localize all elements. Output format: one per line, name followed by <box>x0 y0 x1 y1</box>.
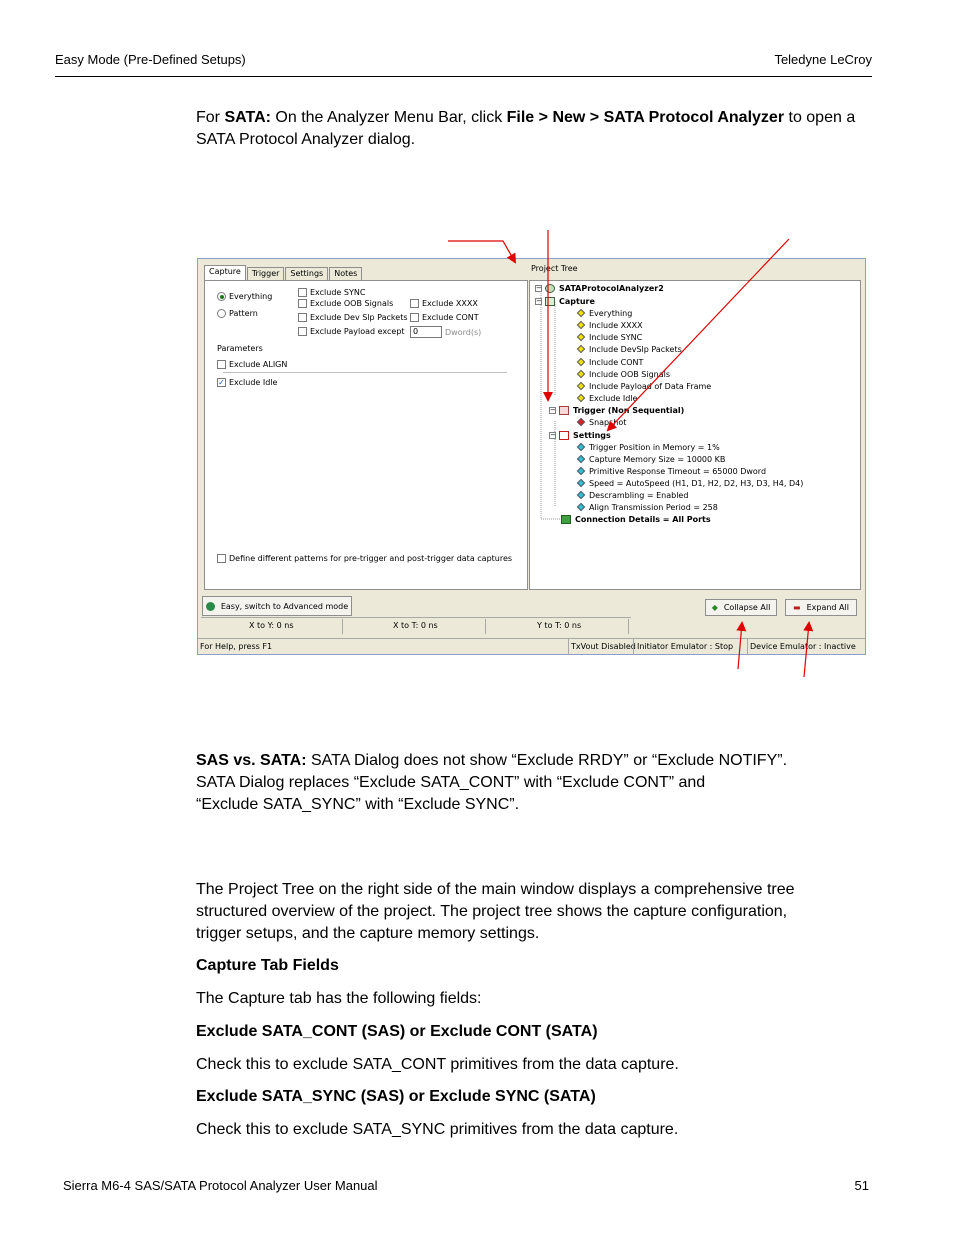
field1-description: Check this to exclude SATA_CONT primitives from the data capture. <box>196 1056 679 1073</box>
tree-item-label: Descrambling = Enabled <box>589 490 689 500</box>
intro-line2: SATA Protocol Analyzer dialog. <box>196 131 416 148</box>
checkbox-label: Define different patterns for pre-trigger and post-trigger data captures <box>229 554 513 563</box>
sas-vs-sata-label: SAS vs. SATA: <box>196 752 307 769</box>
status-help: For Help, press F1 <box>200 642 273 651</box>
intro-prefix: For <box>196 109 225 126</box>
tree-item-label: Speed = AutoSpeed (H1, D1, H2, D2, H3, D3, H4, D4) <box>589 478 804 488</box>
checkbox-label: Exclude OOB Signals <box>310 299 394 308</box>
field2-description: Check this to exclude SATA_SYNC primitives from the data capture. <box>196 1121 679 1138</box>
tree-item-label: Include XXXX <box>589 320 643 330</box>
tree-item-label: Capture Memory Size = 10000 KB <box>589 454 726 464</box>
running-header-right: Teledyne LeCroy <box>774 52 872 67</box>
project-tree-line1: The Project Tree on the right side of the main window displays a comprehensive tree <box>196 881 795 898</box>
tree-item-label: Everything <box>589 308 633 318</box>
checkbox-label: Exclude SYNC <box>310 288 366 297</box>
running-header-left: Easy Mode (Pre-Defined Setups) <box>55 52 246 67</box>
tree-item-label: Include OOB Signals <box>589 369 671 379</box>
tree-root-label: SATAProtocolAnalyzer2 <box>559 283 664 293</box>
status-initiator: Initiator Emulator : Stop <box>637 642 734 651</box>
tree-trigger-label: Trigger (Non Sequential) <box>573 405 685 415</box>
intro-menu-path: File > New > SATA Protocol Analyzer <box>506 109 785 126</box>
checkbox-label: Exclude ALIGN <box>229 360 288 369</box>
sas-note-line1: SATA Dialog does not show “Exclude RRDY” or “Exclude NOTIFY”. <box>306 752 788 769</box>
intro-mid: On the Analyzer Menu Bar, click <box>270 109 507 126</box>
expand-icon: ▬ <box>793 603 801 612</box>
collapse-all-label: Collapse All <box>723 603 771 612</box>
status-device: Device Emulator : Inactive <box>750 642 856 651</box>
arrow-expand-all <box>804 623 809 677</box>
tree-item-label: Align Transmission Period = 258 <box>589 502 718 512</box>
sas-vs-sata-note <box>196 750 876 816</box>
arrow-settings <box>608 239 789 430</box>
capture-tab-intro: The Capture tab has the following fields: <box>196 990 482 1007</box>
tree-item-label: Snapshot <box>589 417 627 427</box>
sas-note-line2: SATA Dialog replaces “Exclude SATA_CONT” with “Exclude CONT” and <box>196 774 706 791</box>
field1-heading: Exclude SATA_CONT (SAS) or Exclude CONT (SATA) <box>196 1023 598 1040</box>
tree-item-label: Exclude Idle <box>589 393 638 403</box>
collapse-toggle-icon[interactable]: − <box>550 430 556 439</box>
checkbox-label: Exclude Dev Slp Packets <box>310 313 408 322</box>
tab-settings[interactable]: Settings <box>285 267 328 281</box>
expand-all-label: Expand All <box>806 603 849 612</box>
tree-item-label: Trigger Position in Memory = 1% <box>589 442 720 452</box>
capture-tab-heading: Capture Tab Fields <box>196 957 339 974</box>
checkbox-label: Exclude Payload except <box>310 327 405 336</box>
parameters-group-label: Parameters <box>217 344 263 353</box>
tree-settings-label: Settings <box>573 430 611 440</box>
tree-item-label: Include Payload of Data Frame <box>589 381 712 391</box>
field2-heading: Exclude SATA_SYNC (SAS) or Exclude SYNC (SATA) <box>196 1088 596 1105</box>
ruler-y-to-t: Y to T: 0 ns <box>537 621 582 630</box>
arrow-collapse-all <box>738 623 742 669</box>
status-txvout: TxVout Disabled <box>571 642 636 651</box>
tree-item-label: Include CONT <box>589 357 644 367</box>
radio-pattern-label: Pattern <box>229 309 258 318</box>
ruler-x-to-t: X to T: 0 ns <box>393 621 438 630</box>
tree-item-label: Include SYNC <box>589 332 643 342</box>
checkmark-icon: ✓ <box>218 377 225 387</box>
checkbox-label: Exclude Idle <box>229 378 278 387</box>
tree-capture-label: Capture <box>559 296 595 306</box>
easy-mode-button-label: Easy, switch to Advanced mode <box>220 601 349 611</box>
payload-dword-input[interactable]: 0 <box>410 326 442 338</box>
project-tree-line3: trigger setups, and the capture memory settings. <box>196 925 540 942</box>
arrow-project-tree <box>448 241 515 262</box>
tab-trigger[interactable]: Trigger <box>247 267 285 281</box>
collapse-icon: ◆ <box>711 603 718 612</box>
tree-item-label: Include DevSlp Packets <box>589 344 682 354</box>
footer-title: Sierra M6-4 SAS/SATA Protocol Analyzer User Manual <box>63 1178 378 1193</box>
tree-item-label: Primitive Response Timeout = 65000 Dword <box>589 466 767 476</box>
checkbox-label: Exclude CONT <box>422 313 479 322</box>
checkbox-label: Exclude XXXX <box>422 299 478 308</box>
collapse-toggle-icon[interactable]: − <box>550 405 556 414</box>
intro-sata-label: SATA: <box>224 109 271 126</box>
collapse-toggle-icon[interactable]: − <box>536 283 542 292</box>
tree-connection-label: Connection Details = All Ports <box>575 514 711 524</box>
page-number: 51 <box>854 1178 869 1193</box>
project-tree-paragraph <box>196 879 876 945</box>
project-tree-label: Project Tree <box>531 264 578 273</box>
intro-suffix: to open a <box>784 109 856 126</box>
radio-everything-label: Everything <box>229 292 273 301</box>
ruler-x-to-y: X to Y: 0 ns <box>249 621 294 630</box>
sas-note-line3: “Exclude SATA_SYNC” with “Exclude SYNC”. <box>196 796 520 813</box>
tab-capture[interactable]: Capture <box>204 265 246 281</box>
collapse-toggle-icon[interactable]: − <box>536 296 542 305</box>
project-tree-line2: structured overview of the project. The project tree shows the capture configuration, <box>196 903 788 920</box>
tab-notes[interactable]: Notes <box>329 267 362 281</box>
payload-dword-unit: Dword(s) <box>445 327 482 337</box>
